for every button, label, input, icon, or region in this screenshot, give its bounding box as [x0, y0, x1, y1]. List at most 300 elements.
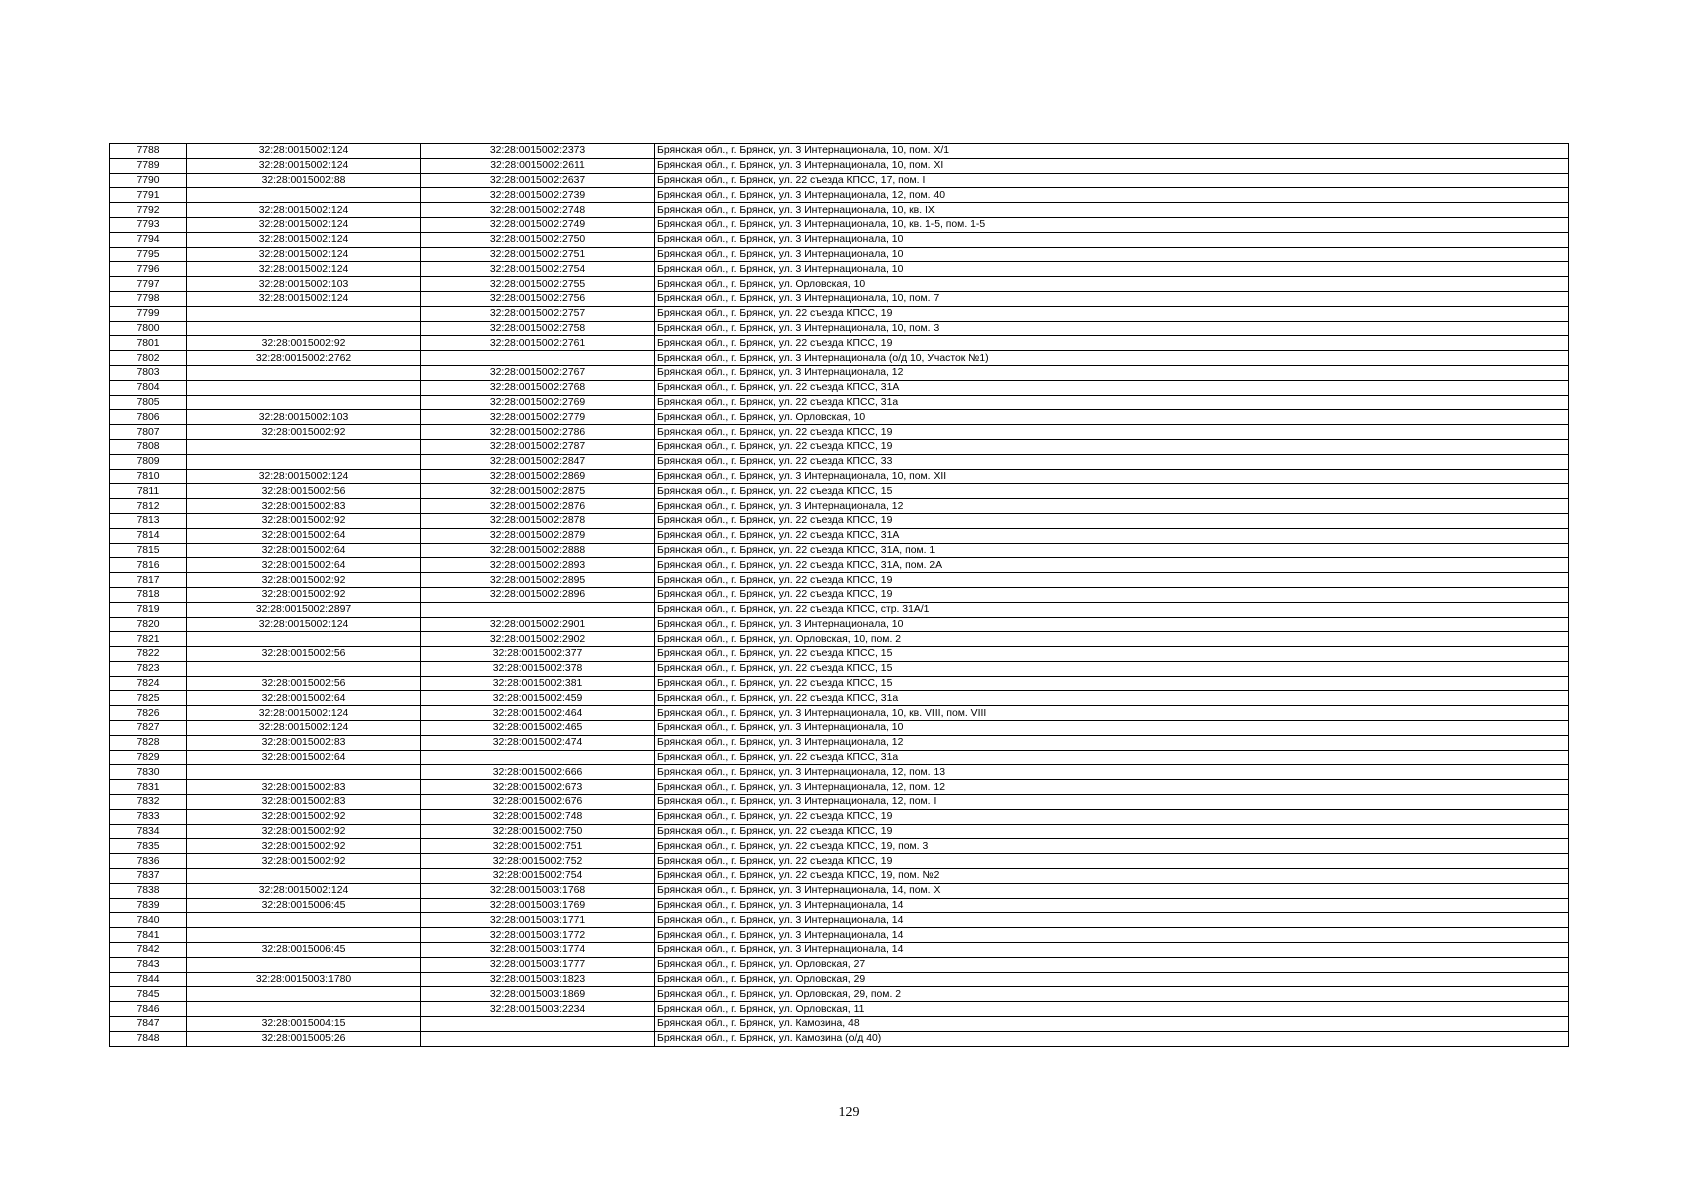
- row-number-cell: 7798: [110, 291, 187, 306]
- row-number-cell: 7833: [110, 809, 187, 824]
- cadastral-number-cell: 32:28:0015002:2758: [421, 321, 655, 336]
- address-cell: Брянская обл., г. Брянск, ул. 3 Интернационала (о/д 10, Участок №1): [655, 351, 1569, 366]
- table-row: [110, 883, 1569, 898]
- row-number-cell: 7846: [110, 1002, 187, 1017]
- row-number-cell: 7797: [110, 277, 187, 292]
- table-row: [110, 247, 1569, 262]
- row-number-cell: 7825: [110, 691, 187, 706]
- row-number-cell: 7832: [110, 795, 187, 810]
- row-number-cell: 7818: [110, 587, 187, 602]
- address-cell: Брянская обл., г. Брянск, ул. 3 Интернационала, 14: [655, 943, 1569, 958]
- address-cell: Брянская обл., г. Брянск, ул. 3 Интернационала, 10: [655, 247, 1569, 262]
- address-cell: Брянская обл., г. Брянск, ул. 3 Интернационала, 12, пом. 12: [655, 780, 1569, 795]
- table-row: [110, 987, 1569, 1002]
- parent-cadastral-number-cell: 32:28:0015002:83: [187, 735, 421, 750]
- row-number-cell: 7817: [110, 573, 187, 588]
- parent-cadastral-number-cell: 32:28:0015002:64: [187, 691, 421, 706]
- row-number-cell: 7808: [110, 439, 187, 454]
- address-cell: Брянская обл., г. Брянск, ул. 22 съезда КПСС, 19: [655, 306, 1569, 321]
- table-row: [110, 573, 1569, 588]
- address-cell: Брянская обл., г. Брянск, ул. 22 съезда КПСС, 31А: [655, 528, 1569, 543]
- cadastral-number-cell: 32:28:0015002:2611: [421, 158, 655, 173]
- row-number-cell: 7844: [110, 972, 187, 987]
- row-number-cell: 7815: [110, 543, 187, 558]
- cadastral-number-cell: 32:28:0015002:2748: [421, 203, 655, 218]
- address-cell: Брянская обл., г. Брянск, ул. 22 съезда КПСС, 31а: [655, 691, 1569, 706]
- cadastral-number-cell: 32:28:0015002:459: [421, 691, 655, 706]
- row-number-cell: 7790: [110, 173, 187, 188]
- address-cell: Брянская обл., г. Брянск, ул. 22 съезда КПСС, стр. 31А/1: [655, 602, 1569, 617]
- page-number: 129: [838, 1105, 860, 1120]
- cadastral-number-cell: 32:28:0015002:676: [421, 795, 655, 810]
- row-number-cell: 7819: [110, 602, 187, 617]
- address-cell: Брянская обл., г. Брянск, ул. 3 Интернационала, 14: [655, 913, 1569, 928]
- table-row: [110, 395, 1569, 410]
- cadastral-number-cell: 32:28:0015002:2768: [421, 380, 655, 395]
- row-number-cell: 7822: [110, 647, 187, 662]
- registry-table: [109, 143, 1569, 1047]
- parent-cadastral-number-cell: 32:28:0015002:92: [187, 839, 421, 854]
- parent-cadastral-number-cell: 32:28:0015002:103: [187, 277, 421, 292]
- address-cell: Брянская обл., г. Брянск, ул. 3 Интернационала, 12: [655, 735, 1569, 750]
- table-row: [110, 957, 1569, 972]
- parent-cadastral-number-cell: 32:28:0015002:2897: [187, 602, 421, 617]
- row-number-cell: 7839: [110, 898, 187, 913]
- cadastral-number-cell: 32:28:0015002:2767: [421, 365, 655, 380]
- table-row: [110, 1017, 1569, 1032]
- address-cell: Брянская обл., г. Брянск, ул. 3 Интернационала, 10: [655, 262, 1569, 277]
- parent-cadastral-number-cell: 32:28:0015002:124: [187, 469, 421, 484]
- table-row: [110, 262, 1569, 277]
- table-row: [110, 691, 1569, 706]
- cadastral-number-cell: 32:28:0015002:2739: [421, 188, 655, 203]
- table-row: [110, 351, 1569, 366]
- cadastral-number-cell: 32:28:0015002:2787: [421, 439, 655, 454]
- row-number-cell: 7830: [110, 765, 187, 780]
- row-number-cell: 7834: [110, 824, 187, 839]
- row-number-cell: 7788: [110, 144, 187, 159]
- table-row: [110, 661, 1569, 676]
- table-row: [110, 721, 1569, 736]
- row-number-cell: 7807: [110, 425, 187, 440]
- parent-cadastral-number-cell: 32:28:0015002:92: [187, 573, 421, 588]
- table-row: [110, 558, 1569, 573]
- cadastral-number-cell: 32:28:0015003:1774: [421, 943, 655, 958]
- address-cell: Брянская обл., г. Брянск, ул. Орловская, 10: [655, 277, 1569, 292]
- table-row: [110, 780, 1569, 795]
- address-cell: Брянская обл., г. Брянск, ул. 3 Интернационала, 14: [655, 928, 1569, 943]
- row-number-cell: 7799: [110, 306, 187, 321]
- parent-cadastral-number-cell: 32:28:0015002:88: [187, 173, 421, 188]
- table-row: [110, 854, 1569, 869]
- table-row: [110, 321, 1569, 336]
- row-number-cell: 7812: [110, 499, 187, 514]
- cadastral-number-cell: 32:28:0015002:2750: [421, 232, 655, 247]
- row-number-cell: 7801: [110, 336, 187, 351]
- address-cell: Брянская обл., г. Брянск, ул. 3 Интернационала, 14, пом. X: [655, 883, 1569, 898]
- cadastral-number-cell: 32:28:0015003:2234: [421, 1002, 655, 1017]
- row-number-cell: 7842: [110, 943, 187, 958]
- parent-cadastral-number-cell: [187, 365, 421, 380]
- row-number-cell: 7826: [110, 706, 187, 721]
- address-cell: Брянская обл., г. Брянск, ул. Камозина, 48: [655, 1017, 1569, 1032]
- address-cell: Брянская обл., г. Брянск, ул. 22 съезда КПСС, 19: [655, 587, 1569, 602]
- parent-cadastral-number-cell: 32:28:0015002:92: [187, 587, 421, 602]
- parent-cadastral-number-cell: 32:28:0015002:56: [187, 676, 421, 691]
- table-row: [110, 587, 1569, 602]
- cadastral-number-cell: [421, 1017, 655, 1032]
- cadastral-number-cell: 32:28:0015002:673: [421, 780, 655, 795]
- parent-cadastral-number-cell: 32:28:0015002:124: [187, 232, 421, 247]
- parent-cadastral-number-cell: 32:28:0015002:83: [187, 795, 421, 810]
- cadastral-number-cell: 32:28:0015002:2779: [421, 410, 655, 425]
- address-cell: Брянская обл., г. Брянск, ул. 3 Интернационала, 12: [655, 365, 1569, 380]
- address-cell: Брянская обл., г. Брянск, ул. 22 съезда КПСС, 31А, пом. 2А: [655, 558, 1569, 573]
- address-cell: Брянская обл., г. Брянск, ул. 22 съезда КПСС, 31а: [655, 395, 1569, 410]
- table-row: [110, 602, 1569, 617]
- row-number-cell: 7831: [110, 780, 187, 795]
- table-row: [110, 898, 1569, 913]
- cadastral-number-cell: [421, 750, 655, 765]
- row-number-cell: 7829: [110, 750, 187, 765]
- parent-cadastral-number-cell: 32:28:0015002:83: [187, 780, 421, 795]
- table-row: [110, 454, 1569, 469]
- table-row: [110, 499, 1569, 514]
- cadastral-number-cell: 32:28:0015003:1771: [421, 913, 655, 928]
- row-number-cell: 7837: [110, 869, 187, 884]
- cadastral-number-cell: 32:28:0015003:1777: [421, 957, 655, 972]
- table-row: [110, 336, 1569, 351]
- table-row: [110, 513, 1569, 528]
- table-row: [110, 972, 1569, 987]
- address-cell: Брянская обл., г. Брянск, ул. 3 Интернационала, 10, кв. VIII, пом. VIII: [655, 706, 1569, 721]
- parent-cadastral-number-cell: [187, 321, 421, 336]
- parent-cadastral-number-cell: [187, 913, 421, 928]
- cadastral-number-cell: 32:28:0015002:2875: [421, 484, 655, 499]
- cadastral-number-cell: 32:28:0015002:2869: [421, 469, 655, 484]
- row-number-cell: 7804: [110, 380, 187, 395]
- row-number-cell: 7796: [110, 262, 187, 277]
- cadastral-number-cell: 32:28:0015002:377: [421, 647, 655, 662]
- cadastral-number-cell: [421, 1031, 655, 1046]
- parent-cadastral-number-cell: 32:28:0015002:124: [187, 158, 421, 173]
- row-number-cell: 7792: [110, 203, 187, 218]
- table-row: [110, 676, 1569, 691]
- parent-cadastral-number-cell: [187, 380, 421, 395]
- address-cell: Брянская обл., г. Брянск, ул. 22 съезда КПСС, 19, пом. №2: [655, 869, 1569, 884]
- row-number-cell: 7791: [110, 188, 187, 203]
- row-number-cell: 7795: [110, 247, 187, 262]
- row-number-cell: 7816: [110, 558, 187, 573]
- parent-cadastral-number-cell: 32:28:0015002:124: [187, 217, 421, 232]
- address-cell: Брянская обл., г. Брянск, ул. 3 Интернационала, 12, пом. 40: [655, 188, 1569, 203]
- parent-cadastral-number-cell: 32:28:0015004:15: [187, 1017, 421, 1032]
- address-cell: Брянская обл., г. Брянск, ул. 22 съезда КПСС, 19: [655, 513, 1569, 528]
- address-cell: Брянская обл., г. Брянск, ул. Орловская, 11: [655, 1002, 1569, 1017]
- parent-cadastral-number-cell: 32:28:0015002:56: [187, 647, 421, 662]
- cadastral-number-cell: 32:28:0015002:2878: [421, 513, 655, 528]
- row-number-cell: 7821: [110, 632, 187, 647]
- cadastral-number-cell: 32:28:0015002:2756: [421, 291, 655, 306]
- cadastral-number-cell: 32:28:0015002:2637: [421, 173, 655, 188]
- table-row: [110, 913, 1569, 928]
- row-number-cell: 7806: [110, 410, 187, 425]
- table-row: [110, 365, 1569, 380]
- address-cell: Брянская обл., г. Брянск, ул. 22 съезда КПСС, 19: [655, 425, 1569, 440]
- cadastral-number-cell: 32:28:0015002:2895: [421, 573, 655, 588]
- parent-cadastral-number-cell: [187, 1002, 421, 1017]
- parent-cadastral-number-cell: [187, 306, 421, 321]
- address-cell: Брянская обл., г. Брянск, ул. 3 Интернационала, 12, пом. I: [655, 795, 1569, 810]
- address-cell: Брянская обл., г. Брянск, ул. 3 Интернационала, 10, пом. 7: [655, 291, 1569, 306]
- address-cell: Брянская обл., г. Брянск, ул. 22 съезда КПСС, 31А, пом. 1: [655, 543, 1569, 558]
- table-row: [110, 528, 1569, 543]
- row-number-cell: 7803: [110, 365, 187, 380]
- row-number-cell: 7848: [110, 1031, 187, 1046]
- row-number-cell: 7845: [110, 987, 187, 1002]
- cadastral-number-cell: 32:28:0015002:2847: [421, 454, 655, 469]
- row-number-cell: 7841: [110, 928, 187, 943]
- cadastral-number-cell: 32:28:0015003:1772: [421, 928, 655, 943]
- row-number-cell: 7810: [110, 469, 187, 484]
- address-cell: Брянская обл., г. Брянск, ул. Орловская, 10, пом. 2: [655, 632, 1569, 647]
- registry-table-body: [110, 144, 1569, 1047]
- table-row: [110, 439, 1569, 454]
- address-cell: Брянская обл., г. Брянск, ул. 22 съезда КПСС, 19: [655, 439, 1569, 454]
- row-number-cell: 7789: [110, 158, 187, 173]
- address-cell: Брянская обл., г. Брянск, ул. 22 съезда КПСС, 19, пом. 3: [655, 839, 1569, 854]
- address-cell: Брянская обл., г. Брянск, ул. 22 съезда КПСС, 19: [655, 824, 1569, 839]
- address-cell: Брянская обл., г. Брянск, ул. 3 Интернационала, 10, кв. 1-5, пом. 1-5: [655, 217, 1569, 232]
- address-cell: Брянская обл., г. Брянск, ул. 22 съезда КПСС, 15: [655, 484, 1569, 499]
- address-cell: Брянская обл., г. Брянск, ул. Орловская, 29, пом. 2: [655, 987, 1569, 1002]
- row-number-cell: 7802: [110, 351, 187, 366]
- row-number-cell: 7838: [110, 883, 187, 898]
- table-row: [110, 617, 1569, 632]
- cadastral-number-cell: 32:28:0015002:666: [421, 765, 655, 780]
- table-row: [110, 144, 1569, 159]
- parent-cadastral-number-cell: 32:28:0015002:92: [187, 336, 421, 351]
- parent-cadastral-number-cell: 32:28:0015002:124: [187, 706, 421, 721]
- table-row: [110, 425, 1569, 440]
- address-cell: Брянская обл., г. Брянск, ул. Орловская, 29: [655, 972, 1569, 987]
- cadastral-number-cell: 32:28:0015002:2373: [421, 144, 655, 159]
- parent-cadastral-number-cell: 32:28:0015003:1780: [187, 972, 421, 987]
- table-row: [110, 647, 1569, 662]
- parent-cadastral-number-cell: [187, 454, 421, 469]
- cadastral-number-cell: 32:28:0015002:2749: [421, 217, 655, 232]
- cadastral-number-cell: 32:28:0015002:2879: [421, 528, 655, 543]
- parent-cadastral-number-cell: 32:28:0015002:124: [187, 144, 421, 159]
- cadastral-number-cell: 32:28:0015002:474: [421, 735, 655, 750]
- table-row: [110, 543, 1569, 558]
- table-row: [110, 232, 1569, 247]
- parent-cadastral-number-cell: 32:28:0015006:45: [187, 898, 421, 913]
- parent-cadastral-number-cell: 32:28:0015002:124: [187, 721, 421, 736]
- cadastral-number-cell: 32:28:0015002:2876: [421, 499, 655, 514]
- parent-cadastral-number-cell: 32:28:0015002:124: [187, 617, 421, 632]
- address-cell: Брянская обл., г. Брянск, ул. 3 Интернационала, 10: [655, 232, 1569, 247]
- address-cell: Брянская обл., г. Брянск, ул. 3 Интернационала, 14: [655, 898, 1569, 913]
- address-cell: Брянская обл., г. Брянск, ул. 22 съезда КПСС, 15: [655, 661, 1569, 676]
- cadastral-number-cell: 32:28:0015002:751: [421, 839, 655, 854]
- parent-cadastral-number-cell: [187, 395, 421, 410]
- parent-cadastral-number-cell: 32:28:0015002:124: [187, 883, 421, 898]
- cadastral-number-cell: 32:28:0015003:1768: [421, 883, 655, 898]
- address-cell: Брянская обл., г. Брянск, ул. 22 съезда КПСС, 19: [655, 809, 1569, 824]
- cadastral-number-cell: 32:28:0015002:2751: [421, 247, 655, 262]
- parent-cadastral-number-cell: [187, 987, 421, 1002]
- row-number-cell: 7811: [110, 484, 187, 499]
- row-number-cell: 7793: [110, 217, 187, 232]
- cadastral-number-cell: 32:28:0015002:2786: [421, 425, 655, 440]
- parent-cadastral-number-cell: 32:28:0015002:103: [187, 410, 421, 425]
- table-row: [110, 928, 1569, 943]
- table-row: [110, 869, 1569, 884]
- table-row: [110, 203, 1569, 218]
- table-row: [110, 1031, 1569, 1046]
- table-row: [110, 809, 1569, 824]
- address-cell: Брянская обл., г. Брянск, ул. 3 Интернационала, 10, пом. 3: [655, 321, 1569, 336]
- cadastral-number-cell: 32:28:0015002:2754: [421, 262, 655, 277]
- table-row: [110, 750, 1569, 765]
- row-number-cell: 7814: [110, 528, 187, 543]
- table-row: [110, 735, 1569, 750]
- row-number-cell: 7827: [110, 721, 187, 736]
- table-row: [110, 158, 1569, 173]
- parent-cadastral-number-cell: 32:28:0015002:64: [187, 528, 421, 543]
- row-number-cell: 7823: [110, 661, 187, 676]
- row-number-cell: 7847: [110, 1017, 187, 1032]
- cadastral-number-cell: 32:28:0015002:2893: [421, 558, 655, 573]
- cadastral-number-cell: 32:28:0015002:754: [421, 869, 655, 884]
- table-row: [110, 380, 1569, 395]
- parent-cadastral-number-cell: 32:28:0015002:64: [187, 558, 421, 573]
- parent-cadastral-number-cell: [187, 869, 421, 884]
- cadastral-number-cell: 32:28:0015002:748: [421, 809, 655, 824]
- address-cell: Брянская обл., г. Брянск, ул. 3 Интернационала, 10: [655, 617, 1569, 632]
- address-cell: Брянская обл., г. Брянск, ул. 3 Интернационала, 10: [655, 721, 1569, 736]
- table-row: [110, 277, 1569, 292]
- cadastral-number-cell: 32:28:0015002:2901: [421, 617, 655, 632]
- parent-cadastral-number-cell: 32:28:0015002:124: [187, 247, 421, 262]
- parent-cadastral-number-cell: 32:28:0015002:124: [187, 262, 421, 277]
- table-row: [110, 795, 1569, 810]
- address-cell: Брянская обл., г. Брянск, ул. 22 съезда КПСС, 31а: [655, 750, 1569, 765]
- cadastral-number-cell: 32:28:0015003:1869: [421, 987, 655, 1002]
- cadastral-number-cell: 32:28:0015003:1769: [421, 898, 655, 913]
- table-row: [110, 291, 1569, 306]
- address-cell: Брянская обл., г. Брянск, ул. 3 Интернационала, 10, пом. X/1: [655, 144, 1569, 159]
- cadastral-number-cell: 32:28:0015002:378: [421, 661, 655, 676]
- parent-cadastral-number-cell: 32:28:0015002:124: [187, 203, 421, 218]
- parent-cadastral-number-cell: [187, 632, 421, 647]
- address-cell: Брянская обл., г. Брянск, ул. Орловская, 27: [655, 957, 1569, 972]
- cadastral-number-cell: 32:28:0015002:464: [421, 706, 655, 721]
- row-number-cell: 7800: [110, 321, 187, 336]
- row-number-cell: 7820: [110, 617, 187, 632]
- table-row: [110, 1002, 1569, 1017]
- parent-cadastral-number-cell: 32:28:0015002:124: [187, 291, 421, 306]
- parent-cadastral-number-cell: [187, 439, 421, 454]
- row-number-cell: 7828: [110, 735, 187, 750]
- table-row: [110, 410, 1569, 425]
- address-cell: Брянская обл., г. Брянск, ул. 3 Интернационала, 10, пом. XII: [655, 469, 1569, 484]
- row-number-cell: 7809: [110, 454, 187, 469]
- parent-cadastral-number-cell: [187, 188, 421, 203]
- row-number-cell: 7835: [110, 839, 187, 854]
- table-row: [110, 306, 1569, 321]
- cadastral-number-cell: 32:28:0015002:750: [421, 824, 655, 839]
- cadastral-number-cell: 32:28:0015002:381: [421, 676, 655, 691]
- address-cell: Брянская обл., г. Брянск, ул. 3 Интернационала, 12, пом. 13: [655, 765, 1569, 780]
- parent-cadastral-number-cell: 32:28:0015002:92: [187, 824, 421, 839]
- cadastral-number-cell: [421, 351, 655, 366]
- parent-cadastral-number-cell: 32:28:0015002:92: [187, 513, 421, 528]
- row-number-cell: 7836: [110, 854, 187, 869]
- parent-cadastral-number-cell: 32:28:0015002:56: [187, 484, 421, 499]
- address-cell: Брянская обл., г. Брянск, ул. 22 съезда КПСС, 31А: [655, 380, 1569, 395]
- address-cell: Брянская обл., г. Брянск, ул. 22 съезда КПСС, 17, пом. I: [655, 173, 1569, 188]
- address-cell: Брянская обл., г. Брянск, ул. 22 съезда КПСС, 19: [655, 336, 1569, 351]
- row-number-cell: 7843: [110, 957, 187, 972]
- parent-cadastral-number-cell: 32:28:0015005:26: [187, 1031, 421, 1046]
- address-cell: Брянская обл., г. Брянск, ул. 3 Интернационала, 10, кв. IX: [655, 203, 1569, 218]
- cadastral-number-cell: 32:28:0015002:2755: [421, 277, 655, 292]
- cadastral-number-cell: [421, 602, 655, 617]
- parent-cadastral-number-cell: [187, 765, 421, 780]
- row-number-cell: 7840: [110, 913, 187, 928]
- parent-cadastral-number-cell: 32:28:0015002:92: [187, 809, 421, 824]
- row-number-cell: 7813: [110, 513, 187, 528]
- parent-cadastral-number-cell: 32:28:0015002:92: [187, 425, 421, 440]
- table-row: [110, 469, 1569, 484]
- cadastral-number-cell: 32:28:0015002:752: [421, 854, 655, 869]
- parent-cadastral-number-cell: 32:28:0015002:83: [187, 499, 421, 514]
- cadastral-number-cell: 32:28:0015002:2902: [421, 632, 655, 647]
- cadastral-number-cell: 32:28:0015002:2769: [421, 395, 655, 410]
- parent-cadastral-number-cell: [187, 957, 421, 972]
- table-row: [110, 943, 1569, 958]
- address-cell: Брянская обл., г. Брянск, ул. 22 съезда КПСС, 15: [655, 676, 1569, 691]
- parent-cadastral-number-cell: [187, 661, 421, 676]
- row-number-cell: 7824: [110, 676, 187, 691]
- cadastral-number-cell: 32:28:0015003:1823: [421, 972, 655, 987]
- cadastral-number-cell: 32:28:0015002:465: [421, 721, 655, 736]
- table-row: [110, 632, 1569, 647]
- row-number-cell: 7805: [110, 395, 187, 410]
- table-row: [110, 484, 1569, 499]
- address-cell: Брянская обл., г. Брянск, ул. 22 съезда КПСС, 19: [655, 854, 1569, 869]
- address-cell: Брянская обл., г. Брянск, ул. 3 Интернационала, 10, пом. XI: [655, 158, 1569, 173]
- table-row: [110, 217, 1569, 232]
- parent-cadastral-number-cell: 32:28:0015006:45: [187, 943, 421, 958]
- parent-cadastral-number-cell: [187, 928, 421, 943]
- cadastral-number-cell: 32:28:0015002:2888: [421, 543, 655, 558]
- cadastral-number-cell: 32:28:0015002:2761: [421, 336, 655, 351]
- address-cell: Брянская обл., г. Брянск, ул. Орловская, 10: [655, 410, 1569, 425]
- row-number-cell: 7794: [110, 232, 187, 247]
- parent-cadastral-number-cell: 32:28:0015002:64: [187, 750, 421, 765]
- table-row: [110, 188, 1569, 203]
- table-row: [110, 824, 1569, 839]
- cadastral-number-cell: 32:28:0015002:2757: [421, 306, 655, 321]
- address-cell: Брянская обл., г. Брянск, ул. Камозина (о/д 40): [655, 1031, 1569, 1046]
- table-row: [110, 765, 1569, 780]
- parent-cadastral-number-cell: 32:28:0015002:2762: [187, 351, 421, 366]
- address-cell: Брянская обл., г. Брянск, ул. 22 съезда КПСС, 15: [655, 647, 1569, 662]
- table-row: [110, 706, 1569, 721]
